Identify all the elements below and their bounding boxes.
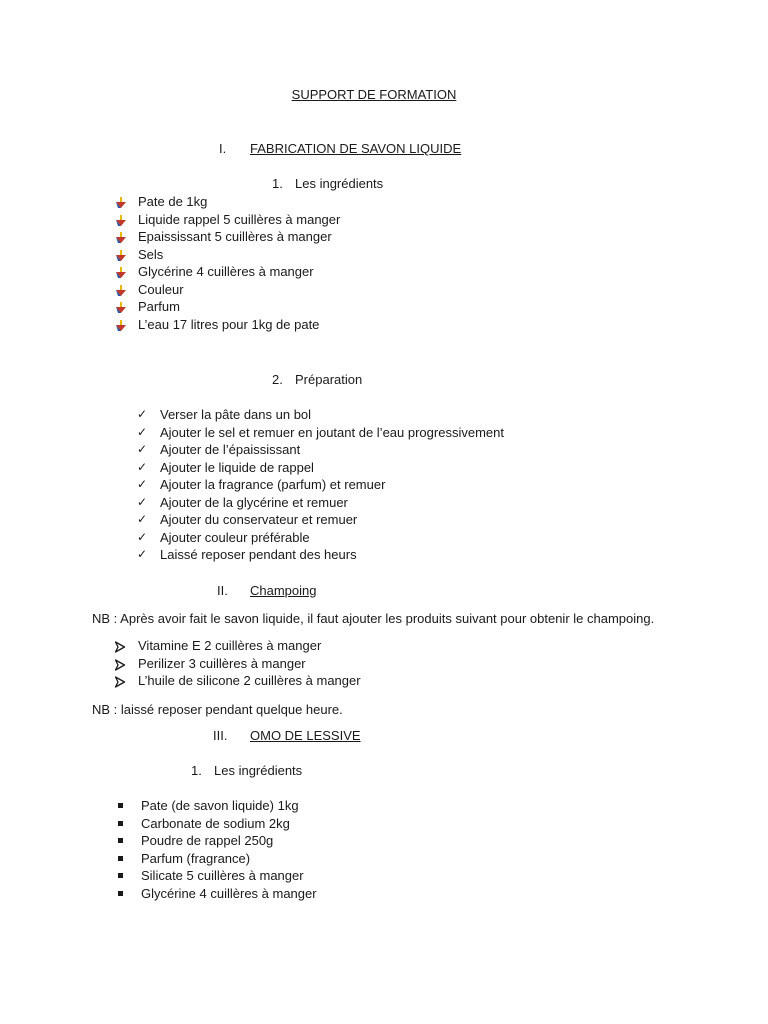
list-item: [138, 672, 361, 690]
list-item-text: Glycérine 4 cuillères à manger: [138, 264, 314, 279]
square-bullet-icon: [118, 803, 123, 808]
list-item: [141, 850, 317, 868]
list-item-text: Ajouter le sel et remuer en joutant de l’eau progressivement: [160, 424, 504, 440]
list-item: [138, 655, 361, 673]
list-item: [137, 459, 504, 477]
square-bullet-icon: [118, 873, 123, 878]
list-item: [137, 424, 504, 442]
list-item: [138, 211, 340, 229]
square-bullet-icon: [118, 821, 123, 826]
check-mark-icon: ✓: [137, 512, 148, 526]
check-mark-icon: ✓: [137, 494, 148, 509]
list-item-text: Ajouter du conservateur et remuer: [160, 512, 358, 527]
list-item: [137, 476, 504, 494]
list-item-text: Parfum: [138, 299, 180, 314]
square-bullet-icon: [118, 838, 123, 843]
list-item: [138, 228, 340, 246]
list-item-text: L’huile de silicone 2 cuillères à manger: [138, 673, 361, 688]
subsection-preparation-heading: Préparation: [295, 372, 363, 387]
list-item: [137, 494, 504, 512]
list-item: [137, 511, 504, 529]
section-2-heading: Champoing: [250, 583, 317, 598]
square-bullet-icon: [118, 891, 123, 896]
ingredients-list: [138, 193, 340, 333]
section-1-heading: FABRICATION DE SAVON LIQUIDE: [250, 141, 462, 156]
list-item-text: Ajouter de la glycérine et remuer: [160, 494, 348, 510]
document-title: SUPPORT DE FORMATION: [291, 87, 457, 102]
subsection-ingredients-heading: Les ingrédients: [295, 176, 384, 191]
list-item: [137, 406, 504, 424]
list-item-text: Parfum (fragrance): [141, 850, 251, 866]
list-item: [138, 637, 361, 655]
list-item: [137, 546, 504, 564]
list-item-text: Silicate 5 cuillères à manger: [141, 868, 304, 883]
list-item: [138, 298, 340, 316]
arrow-down-bullet-icon: [115, 249, 127, 261]
arrowhead-right-icon: [114, 675, 126, 687]
section-2-numeral: II.: [217, 583, 228, 598]
list-item: [141, 815, 317, 833]
list-item-text: Laissé reposer pendant des heurs: [160, 547, 357, 562]
list-item-text: Ajouter de l’épaississant: [160, 442, 301, 457]
check-mark-icon: ✓: [137, 529, 148, 544]
check-mark-icon: ✓: [137, 442, 148, 456]
arrow-down-bullet-icon: [115, 196, 127, 208]
arrow-down-bullet-icon: [115, 231, 127, 243]
subsection-ingredients-number: 1.: [272, 176, 283, 191]
note-text: NB : Après avoir fait le savon liquide, il faut ajouter les produits suivant pour obtenir le champoing.: [92, 611, 655, 626]
list-item: [137, 529, 504, 547]
list-item-text: Couleur: [138, 281, 184, 297]
list-item: [138, 246, 340, 264]
list-item: [138, 316, 340, 334]
arrow-down-bullet-icon: [115, 301, 127, 313]
shampoo-additives-list: [138, 637, 361, 690]
square-bullet-icon: [118, 856, 123, 861]
arrow-down-bullet-icon: [115, 284, 127, 296]
subsection-omo-ingredients-number: 1.: [191, 763, 202, 778]
list-item-text: Sels: [138, 246, 164, 262]
arrowhead-right-icon: [114, 658, 126, 670]
list-item-text: Carbonate de sodium 2kg: [141, 815, 290, 831]
list-item-text: Ajouter couleur préférable: [160, 529, 310, 545]
list-item: [141, 832, 317, 850]
list-item-text: Epaississant 5 cuillères à manger: [138, 229, 332, 244]
check-mark-icon: ✓: [137, 459, 148, 474]
subsection-preparation-number: 2.: [272, 372, 283, 387]
list-item-text: Vitamine E 2 cuillères à manger: [138, 638, 322, 653]
list-item: [141, 867, 317, 885]
omo-ingredients-list: [141, 797, 317, 902]
check-mark-icon: ✓: [137, 547, 148, 561]
section-3-heading: OMO DE LESSIVE: [250, 728, 361, 743]
list-item-text: L’eau 17 litres pour 1kg de pate: [138, 316, 320, 332]
list-item-text: Pate de 1kg: [138, 194, 208, 209]
list-item-text: Ajouter la fragrance (parfum) et remuer: [160, 477, 386, 492]
section-3-numeral: III.: [213, 728, 228, 743]
list-item-text: Liquide rappel 5 cuillères à manger: [138, 211, 341, 227]
arrow-down-bullet-icon: [115, 266, 127, 278]
list-item-text: Perilizer 3 cuillères à manger: [138, 655, 306, 671]
list-item: [141, 885, 317, 903]
section-1-numeral: I.: [219, 141, 227, 156]
list-item-text: Pate (de savon liquide) 1kg: [141, 798, 299, 813]
preparation-list: [137, 406, 504, 564]
list-item: [141, 797, 317, 815]
list-item: [138, 263, 340, 281]
check-mark-icon: ✓: [137, 477, 148, 491]
list-item-text: Glycérine 4 cuillères à manger: [141, 885, 317, 901]
list-item: [138, 281, 340, 299]
list-item: [138, 193, 340, 211]
list-item-text: Poudre de rappel 250g: [141, 833, 274, 848]
note-text-2: NB : laissé reposer pendant quelque heure.: [92, 702, 343, 717]
check-mark-icon: ✓: [137, 424, 148, 439]
arrow-down-bullet-icon: [115, 319, 127, 331]
arrowhead-right-icon: [114, 640, 126, 652]
check-mark-icon: ✓: [137, 407, 148, 421]
list-item-text: Verser la pâte dans un bol: [160, 407, 312, 422]
list-item-text: Ajouter le liquide de rappel: [160, 459, 314, 475]
subsection-omo-ingredients-heading: Les ingrédients: [214, 763, 303, 778]
arrow-down-bullet-icon: [115, 214, 127, 226]
list-item: [137, 441, 504, 459]
